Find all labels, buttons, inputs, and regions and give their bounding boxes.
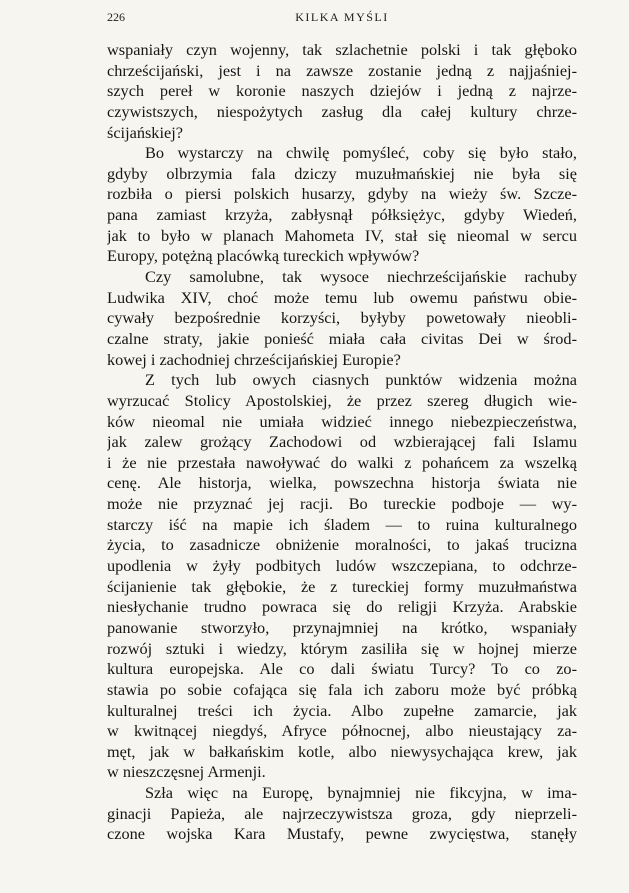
text-line: jak to było w planach Mahometa IV, stał się nieomal w sercu <box>107 225 577 245</box>
text-line: cywały bezpośrednie korzyści, byłyby powetowały nieobli- <box>107 308 577 328</box>
text-line: niesłychanie trudno powraca się do religji Krzyża. Arabskie <box>107 597 577 617</box>
text-line: ścijanienie tak głębokie, że z tureckiej formy muzułmaństwa <box>107 576 577 596</box>
book-title: KILKA MYŚLI <box>295 10 389 24</box>
text-line: rozbiła o piersi polskich husarzy, gdyby na wieży św. Szcze- <box>107 184 577 204</box>
text-line: upodlenia w żyły podbitych ludów wszczepiana, to odchrze- <box>107 556 577 576</box>
text-line: Z tych lub owych ciasnych punktów widzenia można <box>145 370 577 390</box>
text-line: życia, to zasadnicze obniżenie moralności, to jakaś trucizna <box>107 535 577 555</box>
text-line: kowej i zachodniej chrześcijańskiej Europie? <box>107 349 401 369</box>
text-line: Szła więc na Europę, bynajmniej nie fikcyjna, w ima- <box>145 783 577 803</box>
text-line: Czy samolubne, tak wysoce niechrześcijańskie rachuby <box>145 267 577 287</box>
text-line: Ludwika XIV, choć może temu lub owemu państwu obie- <box>107 287 577 307</box>
text-line: Europy, potężną placówką tureckich wpływów? <box>107 246 420 266</box>
text-line: Bo wystarczy na chwilę pomyśleć, coby się było stało, <box>145 143 577 163</box>
page-number: 226 <box>107 10 125 24</box>
text-line: chrześcijański, jest i na zawsze zostanie jedną z najjaśniej- <box>107 60 577 80</box>
text-line: ścijańskiej? <box>107 122 183 142</box>
text-line: w nieszczęsnej Armenji. <box>107 762 266 782</box>
text-line: ków nieomal nie umiała widzieć innego niebezpieczeństwa, <box>107 411 577 431</box>
text-line: i że nie przestała nawoływać do walki z pohańcem za wszelką <box>107 452 577 472</box>
text-line: starczy iść na mapie ich śladem — to ruina kulturalnego <box>107 514 577 534</box>
text-line: czone wojska Kara Mustafy, pewne zwycięstwa, stanęły <box>107 824 577 844</box>
text-line: jak zalew grożący Zachodowi od wzbierającej fali Islamu <box>107 432 577 452</box>
text-line: wspaniały czyn wojenny, tak szlachetnie polski i tak głęboko <box>107 40 577 59</box>
text-line: może nie przyznać jej racji. Bo tureckie podboje — wy- <box>107 494 577 514</box>
text-line: stawia po sobie cofająca się fala ich zaboru może być próbką <box>107 679 577 699</box>
text-line: wyrzucać Stolicy Apostolskiej, że przez szereg długich wie- <box>107 390 577 410</box>
text-line: męt, jak w bałkańskim kotle, albo niewysychająca krew, jak <box>107 741 577 761</box>
text-line: cenę. Ale historja, wielka, powszechna historja świata nie <box>107 473 577 493</box>
text-line: kultura europejska. Ale co dali światu Turcy? To co zo- <box>107 659 577 679</box>
text-line: pana zamiast krzyża, zabłysnął półksiężyc, gdyby Wiedeń, <box>107 205 577 225</box>
text-line: kulturalnej treści ich życia. Albo zupełne zamarcie, jak <box>107 700 577 720</box>
text-line: szych pereł w koronie naszych dziejów i jedną z najrze- <box>107 81 577 101</box>
text-line: w kwitnącej niegdyś, Afryce północnej, albo nieustający za- <box>107 721 577 741</box>
text-line: panowanie stworzyło, przynajmniej na krótko, wspaniały <box>107 617 577 637</box>
text-line: ginacji Papieża, ale najrzeczywistsza groza, gdy nieprzeli- <box>107 803 577 823</box>
text-line: gdyby olbrzymia fala dziczy muzułmańskiej nie była się <box>107 163 577 183</box>
text-line: rozwój sztuki i wiedzy, którym zasiliła się w hojnej mierze <box>107 638 577 658</box>
running-head <box>107 10 577 28</box>
body-text <box>107 40 577 845</box>
text-line: czywistszych, niespożytych zasług dla całej kultury chrze- <box>107 101 577 121</box>
text-line: czalne straty, jakie ponieść miała cała civitas Dei w środ- <box>107 328 577 348</box>
